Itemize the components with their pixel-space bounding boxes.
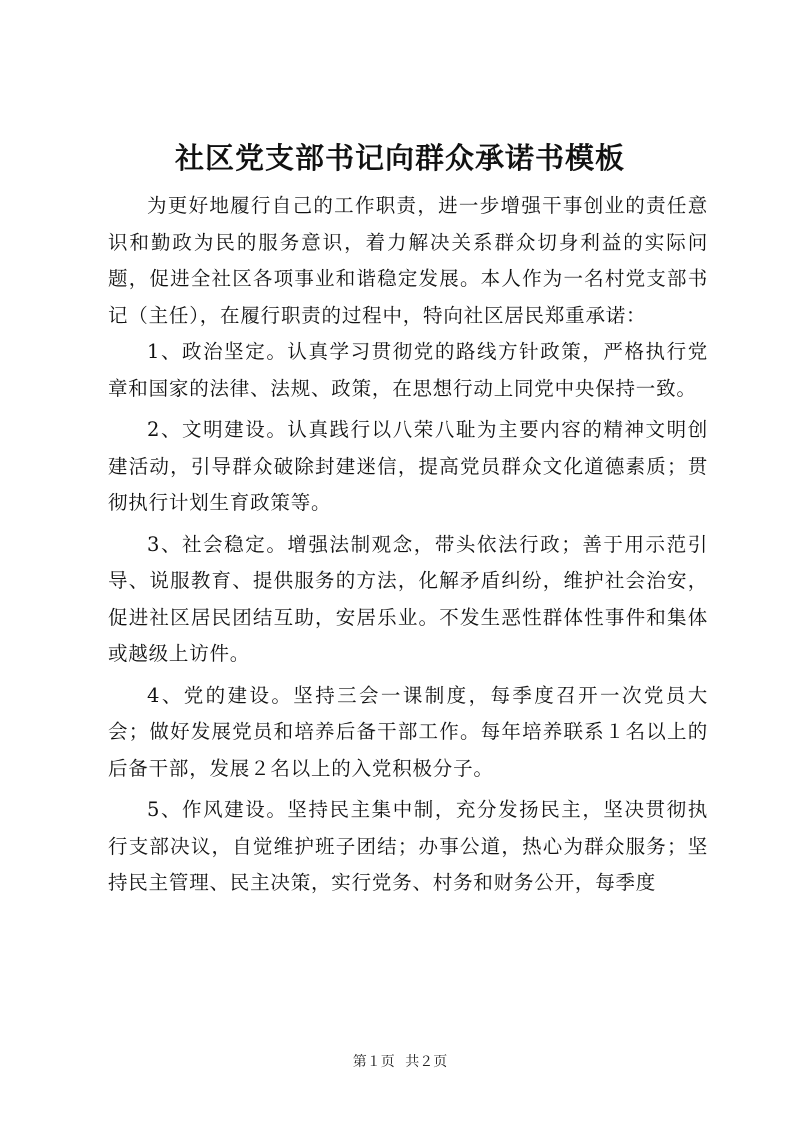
- commitment-paragraph-3: 3、社会稳定。增强法制观念，带头依法行政；善于用示范引导、说服教育、提供服务的方法，化解矛盾纠纷，维护社会治安，促进社区居民团结互助，安居乐业。不发生恶性群体性事件和集体或越级上访件。: [108, 532, 708, 665]
- document-body: [108, 188, 708, 902]
- page-number: 第１页: [352, 1054, 395, 1070]
- commitment-paragraph-4: 4、党的建设。坚持三会一课制度，每季度召开一次党员大会；做好发展党员和培养后备干部工作。每年培养联系１名以上的后备干部，发展２名以上的入党积极分子。: [108, 683, 708, 780]
- commitment-paragraph-1: 1、政治坚定。认真学习贯彻党的路线方针政策，严格执行党章和国家的法律、法规、政策，在思想行动上同党中央保持一致。: [108, 340, 708, 400]
- intro-paragraph: 为更好地履行自己的工作职责，进一步增强干事创业的责任意识和勤政为民的服务意识，着力解决关系群众切身利益的实际问题，促进全社区各项事业和谐稳定发展。本人作为一名村党支部书记（主任），在履行职责的过程中，特向社区居民郑重承诺：: [108, 194, 708, 327]
- commitment-paragraph-5: 5、作风建设。坚持民主集中制，充分发扬民主，坚决贯彻执行支部决议，自觉维护班子团结；办事公道，热心为群众服务；坚持民主管理、民主决策，实行党务、村务和财务公开，每季度: [108, 798, 708, 894]
- commitment-paragraph-2: 2、文明建设。认真践行以八荣八耻为主要内容的精神文明创建活动，引导群众破除封建迷信，提高党员群众文化道德素质；贯彻执行计划生育政策等。: [108, 418, 708, 514]
- document-title: 社区党支部书记向群众承诺书模板: [174, 141, 625, 175]
- page-total: 共２页: [405, 1054, 448, 1070]
- page-footer: [0, 1052, 800, 1072]
